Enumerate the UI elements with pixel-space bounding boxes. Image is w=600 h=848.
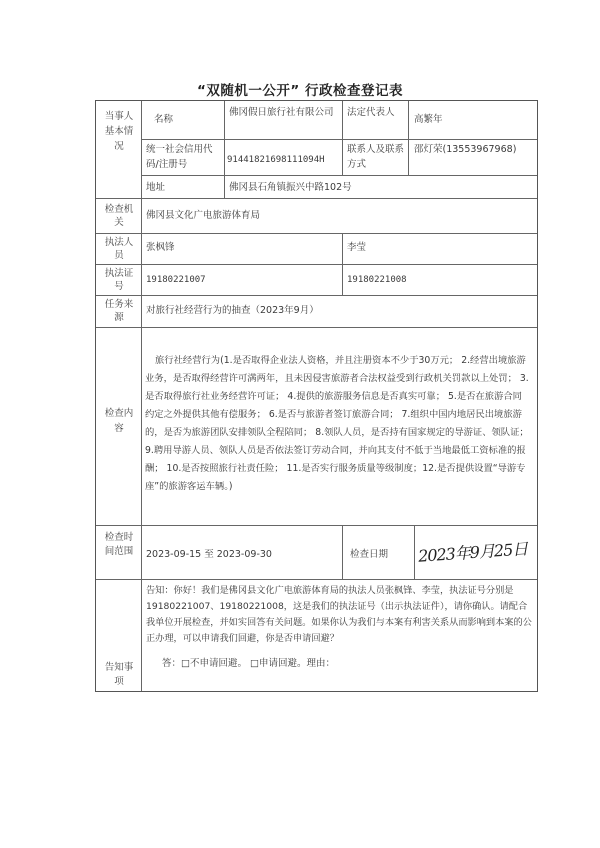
content-text: 旅行社经营行为(1.是否取得企业法人资格，并且注册资本不少于30万元； 2.经营出境旅游业务，是否取得经营许可满两年，且未因侵害旅游者合法权益受到行政机关罚款以上处罚； 3.是否取得旅行社业务经营许可证； 4.提供的旅游服务信息是否真实可靠； 5.是否在旅游合同约定之外提供其他有偿服务； 6.是否与旅游者签订旅游合同； 7.组织中国内地居民出境旅游的，是否为旅游团队安排领队全程陪同； 8.领队人员，是否持有国家规定的导游证、领队证； 9.聘用导游人员、领队人员是否依法签订劳动合同，并向其支付不低于当地最低工资标准的报酬； 10.是否按照旅行社责任险； 11.是否实行服务质量等级制度；12.是否提供设置“导游专座”的旅游客运车辆。) [145,355,529,492]
notice-text: 告知：你好！我们是佛冈县文化广电旅游体育局的执法人员张枫锋、李莹，执法证号分别是19180221007、19180221008，这是我们的执法证号（出示执法证件），请你确认。请配合我单位开展检查，并如实回答有关问题。如果你认为我们与本案有利害关系从而影响到本案的公正办理，可以申请我们回避，你是否申请回避？ [146,585,532,644]
address-label: 地址 [146,182,166,193]
contact-value: 邵灯荣(13553967968) [414,144,517,155]
row-divider [96,579,537,580]
agency-value: 佛冈县文化广电旅游体育局 [146,210,261,221]
contact-label: 联系人及联系方式 [347,144,405,170]
officers-label: 执法人员 [104,237,134,261]
row-divider [141,139,537,140]
cert-2: 19180221008 [347,275,407,285]
row-divider [96,327,537,328]
col-divider [224,101,225,198]
col-divider [414,525,415,579]
content-label: 检查内容 [104,408,134,434]
row-divider [96,233,537,234]
credit-value: 914418216981110​94H [227,155,325,165]
address-value: 佛冈县石角镇振兴中路102号 [229,182,352,193]
officer-2: 李莹 [347,242,367,253]
row-divider [96,198,537,199]
handwritten-date: 2023年9月25日 [417,539,528,566]
row-divider [96,295,537,296]
notice-answer: 答：□不申请回避。 □申请回避。理由： [162,658,335,669]
source-label: 任务来源 [104,299,134,323]
certs-label: 执法证号 [104,268,134,292]
row-divider [96,525,537,526]
notice-label: 告知事项 [104,662,134,687]
col-divider [342,525,343,579]
name-label: 名称 [154,114,174,125]
col-divider [342,101,343,175]
check-date-label: 检查日期 [350,549,389,560]
col-divider [342,233,343,295]
col-divider [141,101,142,691]
party-section-label: 当事人基本情况 [104,111,134,152]
rep-label: 法定代表人 [347,107,395,118]
period-label: 检查时间范围 [104,532,134,557]
credit-label: 统一社会信用代码/注册号 [146,144,213,170]
row-divider [96,264,537,265]
officer-1: 张枫锋 [146,242,175,253]
cert-1: 19180221007 [146,275,206,285]
agency-label: 检查机关 [104,204,134,228]
registration-table [95,100,538,692]
rep-value: 高繁年 [414,114,443,125]
row-divider [141,175,537,176]
period-value: 2023-09-15 至 2023-09-30 [146,549,272,560]
source-value: 对旅行社经营行为的抽查（2023年9月） [146,305,319,316]
col-divider [408,101,409,175]
name-value: 佛冈假日旅行社有限公司 [229,107,334,118]
document-title: “双随机一公开” 行政检查登记表 [197,83,403,99]
